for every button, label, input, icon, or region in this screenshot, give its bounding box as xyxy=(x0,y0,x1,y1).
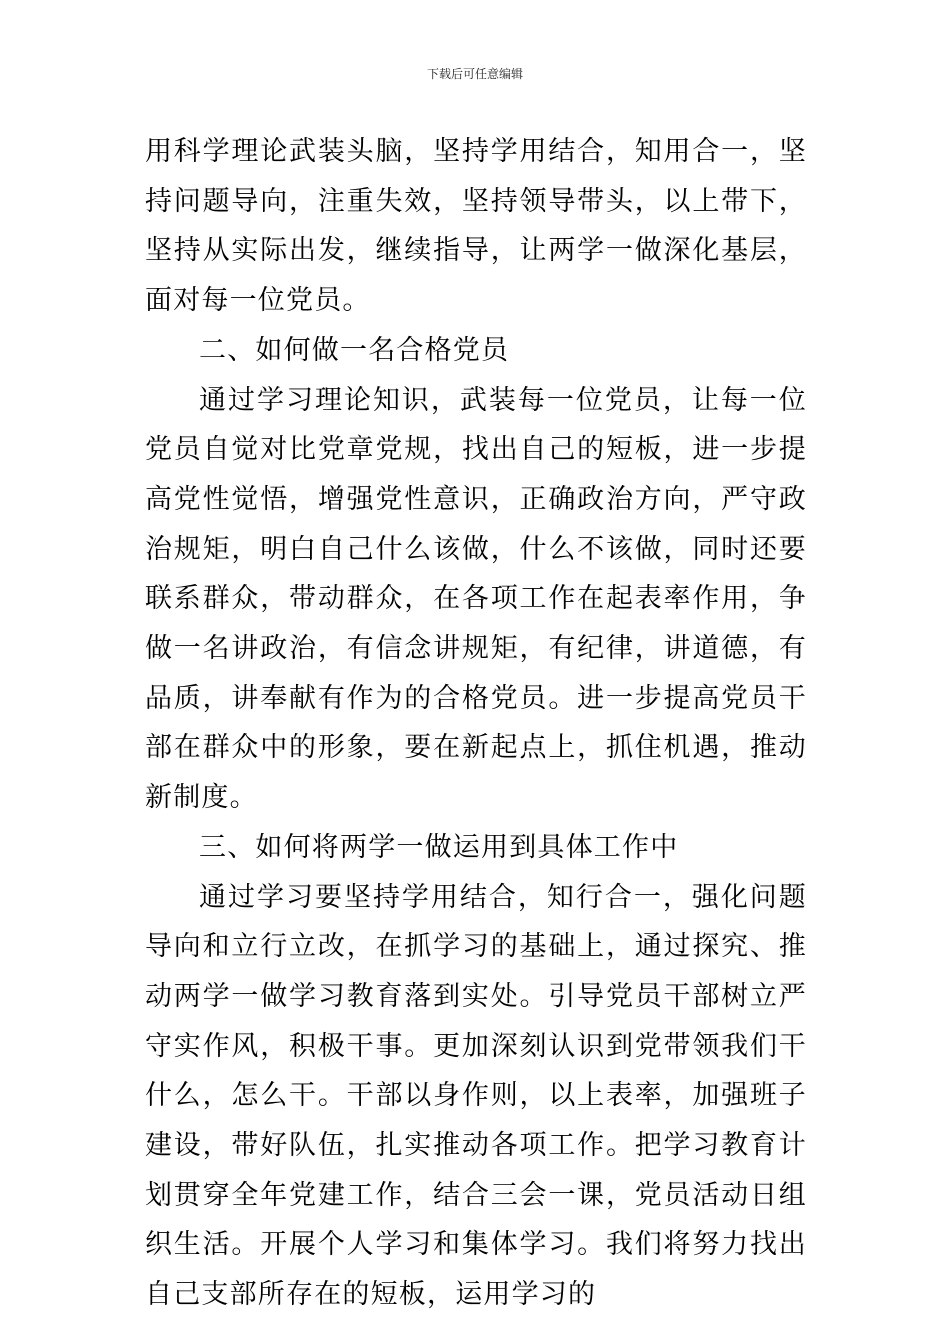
document-body xyxy=(145,127,807,1320)
paragraph-section-3: 通过学习要坚持学用结合，知行合一，强化问题导向和立行立改，在抓学习的基础上，通过探究、推动两学一做学习教育落到实处。引导党员干部树立严守实作风，积极干事。更加深刻认识到党带领我们干什么，怎么干。干部以身作则，以上表率，加强班子建设，带好队伍，扎实推动各项工作。把学习教育计划贯穿全年党建工作，结合三会一课，党员活动日组织生活。开展个人学习和集体学习。我们将努力找出自己支部所存在的短板，运用学习的 xyxy=(145,881,807,1311)
page-header: 下载后可任意编辑 xyxy=(426,67,523,81)
paragraph-continuation: 用科学理论武装头脑，坚持学用结合，知用合一，坚持问题导向，注重失效，坚持领导带头，以上带下，坚持从实际出发，继续指导，让两学一做深化基层，面对每一位党员。 xyxy=(145,136,807,317)
section-heading-3: 三、如何将两学一做运用到具体工作中 xyxy=(199,831,679,863)
section-heading-2: 二、如何做一名合格党员 xyxy=(199,334,510,366)
paragraph-section-2: 通过学习理论知识，武装每一位党员，让每一位党员自觉对比党章党规，找出自己的短板，进一步提高党性觉悟，增强党性意识，正确政治方向，严守政治规矩，明白自己什么该做，什么不该做，同时还要联系群众，带动群众，在各项工作在起表率作用，争做一名讲政治，有信念讲规矩，有纪律，讲道德，有品质，讲奉献有作为的合格党员。进一步提高党员干部在群众中的形象，要在新起点上，抓住机遇，推动新制度。 xyxy=(145,384,807,814)
